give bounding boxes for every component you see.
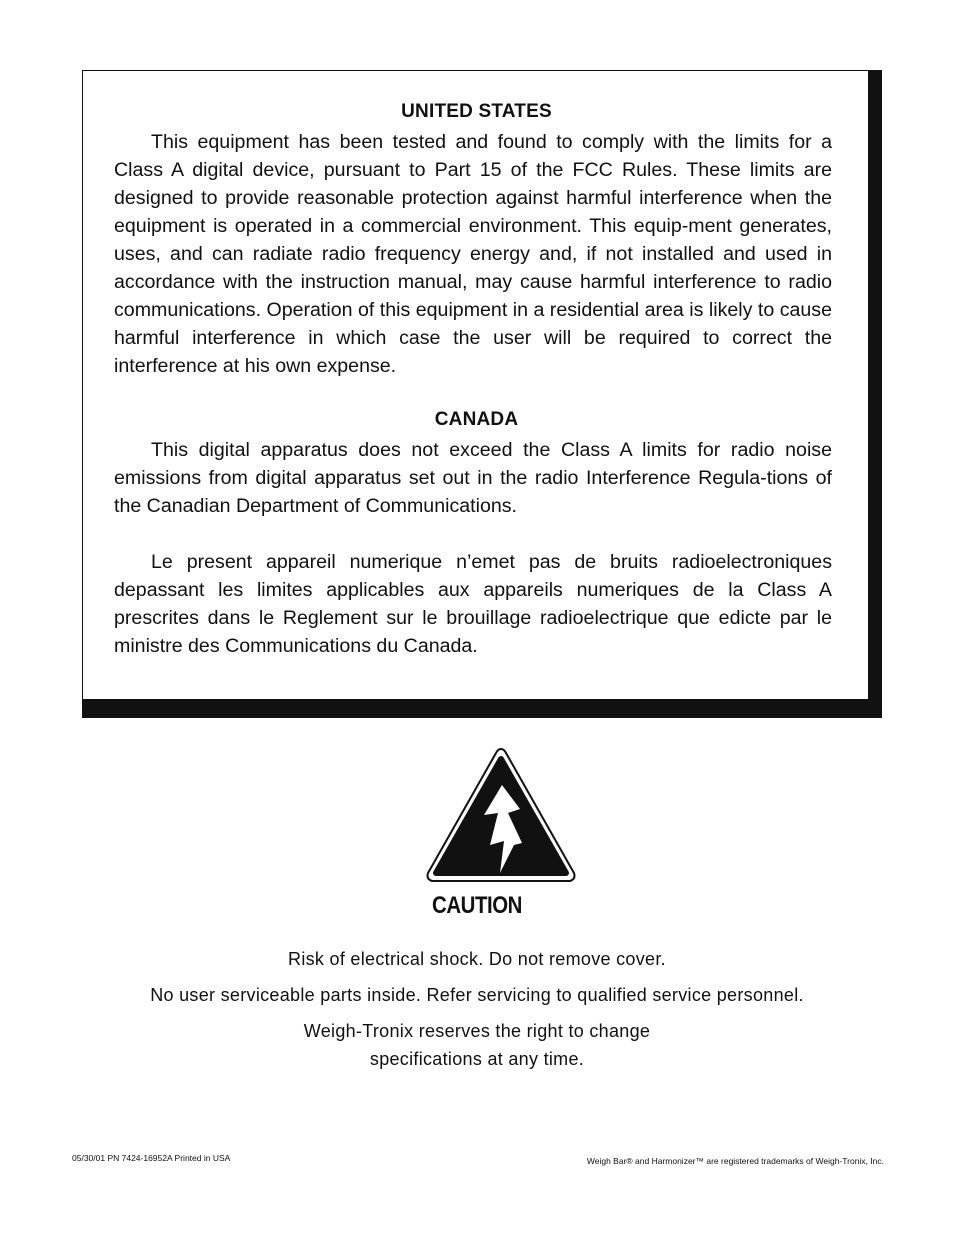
caution-title: CAUTION xyxy=(432,892,522,919)
lightning-warning-icon xyxy=(424,745,578,887)
caution-line-shock: Risk of electrical shock. Do not remove cover. xyxy=(288,949,666,969)
caution-line-rights: Weigh-Tronix reserves the right to change xyxy=(303,1021,651,1041)
canada-paragraph-en: This digital apparatus does not exceed the Class A limits for radio noise emissions from digital apparatus set out in the radio Interference Regula-tions of the Canadian Department of Communications. xyxy=(114,439,832,517)
caution-line-specs: specifications at any time. xyxy=(369,1049,585,1069)
notice-box xyxy=(82,70,869,700)
footer-trademarks: Weigh Bar® and Harmonizer™ are registered trademarks of Weigh-Tronix, Inc. xyxy=(586,1156,884,1166)
us-heading: UNITED STATES xyxy=(401,101,552,122)
canada-heading: CANADA xyxy=(434,409,519,430)
canada-paragraph-fr: Le present appareil numerique n’emet pas de bruits radioelectroniques depassant les limites applicables aux appareils numeriques de la Class A prescrites dans le Reglement sur le brouillage radioelectrique que edicte par le ministre des Communications du Canada. xyxy=(114,551,832,657)
caution-line-service: No user serviceable parts inside. Refer servicing to qualified service personnel. xyxy=(150,985,804,1005)
compliance-notice xyxy=(82,70,882,718)
us-paragraph: This equipment has been tested and found to comply with the limits for a Class A digital device, pursuant to Part 15 of the FCC Rules. These limits are designed to provide reasonable protection against harmful interference when the equipment is operated in a commercial environment. This equip-ment generates, uses, and can radiate radio frequency energy and, if not installed and used in accordance with the instruction manual, may cause harmful interference to radio communications. Operation of this equipment in a residential area is likely to cause harmful interference in which case the user will be required to correct the interference at his own expense. xyxy=(114,131,832,377)
footer-part-number: 05/30/01 PN 7424-16952A Printed in USA xyxy=(72,1153,231,1163)
